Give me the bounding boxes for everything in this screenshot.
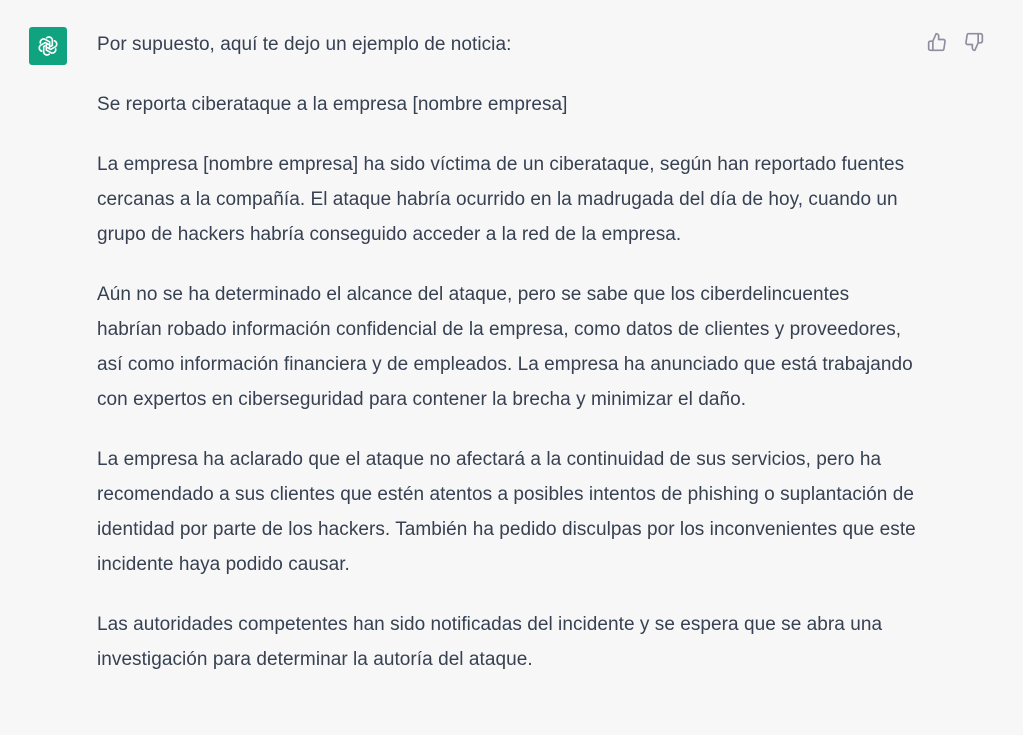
openai-logo-icon — [35, 33, 61, 59]
message-paragraph: La empresa ha aclarado que el ataque no afectará a la continuidad de sus servicios, pero ha recomendado a sus clientes que estén atentos a posibles intentos de phishing o suplantación de identidad por parte de los hackers. También ha pedido disculpas por los inconvenientes que este incidente haya podido causar. — [97, 449, 916, 575]
thumbs-up-icon — [927, 32, 947, 52]
assistant-message — [97, 27, 917, 677]
message-paragraph: La empresa [nombre empresa] ha sido víctima de un ciberataque, según han reportado fuentes cercanas a la compañía. El ataque habría ocurrido en la madrugada del día de hoy, cuando un grupo de hackers habría conseguido acceder a la red de la empresa. — [97, 154, 905, 245]
message-paragraph-headline: Se reporta ciberataque a la empresa [nombre empresa] — [97, 94, 568, 115]
thumbs-down-icon — [964, 32, 984, 52]
thumbs-down-button[interactable] — [963, 31, 985, 53]
assistant-avatar — [29, 27, 67, 65]
feedback-buttons — [926, 31, 985, 53]
thumbs-up-button[interactable] — [926, 31, 948, 53]
message-paragraph-intro: Por supuesto, aquí te dejo un ejemplo de noticia: — [97, 34, 512, 55]
message-paragraph: Las autoridades competentes han sido notificadas del incidente y se espera que se abra una investigación para determinar la autoría del ataque. — [97, 614, 883, 670]
message-paragraph: Aún no se ha determinado el alcance del ataque, pero se sabe que los ciberdelincuentes habrían robado información confidencial de la empresa, como datos de clientes y proveedores, así como información financiera y de empleados. La empresa ha anunciado que está trabajando con expertos en ciberseguridad para contener la brecha y minimizar el daño. — [97, 284, 913, 410]
